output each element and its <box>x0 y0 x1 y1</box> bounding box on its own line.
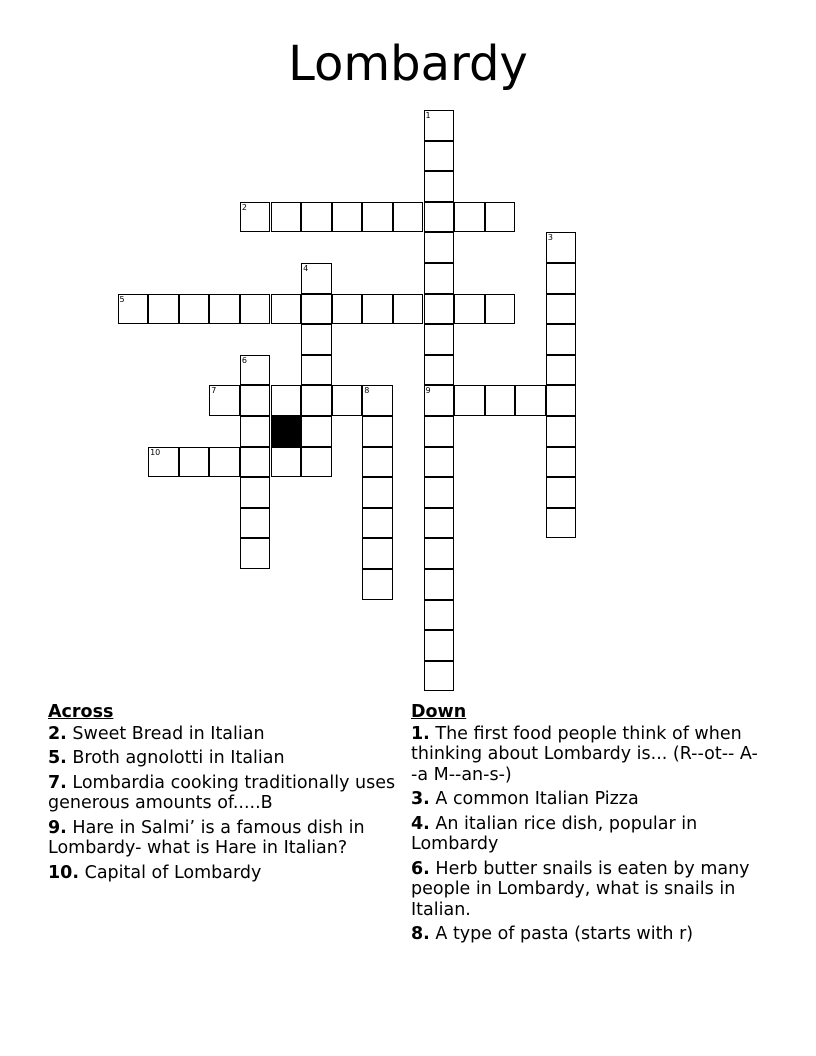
grid-cell[interactable] <box>424 232 455 263</box>
grid-cell[interactable] <box>546 324 577 355</box>
clue-text: The first food people think of when thinking about Lombardy is... (R--ot-- A--a M--an-s-) <box>411 723 758 785</box>
clue-down-1 <box>411 724 761 786</box>
grid-cell[interactable] <box>424 110 455 141</box>
clue-text: Capital of Lombardy <box>84 862 262 883</box>
grid-cell[interactable] <box>209 447 240 478</box>
grid-cell[interactable] <box>424 477 455 508</box>
grid-cell[interactable] <box>393 294 424 325</box>
clue-text: Hare in Salmi’ is a famous dish in Lombardy- what is Hare in Italian? <box>48 817 365 858</box>
grid-cell[interactable] <box>301 355 332 386</box>
grid-cell[interactable] <box>546 416 577 447</box>
clue-text: Broth agnolotti in Italian <box>72 748 285 768</box>
clue-number-label: 2 <box>241 202 247 212</box>
clue-number: 9. <box>48 817 67 838</box>
clue-number-label: 9 <box>425 386 431 396</box>
grid-cell[interactable] <box>546 385 577 416</box>
clue-number-label: 6 <box>241 355 247 365</box>
grid-cell[interactable] <box>485 385 516 416</box>
grid-cell[interactable] <box>424 569 455 600</box>
clue-number: 7. <box>48 772 67 793</box>
clue-text: A type of pasta (starts with r) <box>435 924 694 944</box>
grid-cell[interactable] <box>393 202 424 233</box>
clue-number-label: 5 <box>119 294 125 304</box>
grid-cell[interactable] <box>424 600 455 631</box>
grid-cell[interactable] <box>424 141 455 172</box>
clue-across-2 <box>48 724 403 745</box>
clue-number-label: 4 <box>303 264 309 273</box>
grid-cell[interactable] <box>454 294 485 325</box>
grid-cell[interactable] <box>332 202 363 233</box>
page-title: Lombardy <box>288 36 528 92</box>
down-heading: Down <box>411 702 467 722</box>
clue-number-label: 7 <box>211 386 217 396</box>
grid-cell[interactable] <box>301 324 332 355</box>
grid-cell[interactable] <box>485 294 516 325</box>
grid-cell[interactable] <box>301 294 332 325</box>
grid-cell[interactable] <box>546 447 577 478</box>
clue-down-4 <box>411 814 761 855</box>
grid-cell[interactable] <box>424 202 455 233</box>
grid-cell[interactable] <box>362 294 393 325</box>
grid-cell[interactable] <box>240 538 271 569</box>
grid-cell[interactable] <box>148 294 179 325</box>
grid-cell[interactable] <box>301 202 332 233</box>
clue-number-label: 1 <box>425 111 431 120</box>
grid-cell[interactable] <box>240 294 271 325</box>
grid-cell[interactable] <box>424 324 455 355</box>
grid-cell[interactable] <box>546 294 577 325</box>
grid-cell[interactable] <box>424 416 455 447</box>
clue-number: 1. <box>411 723 430 744</box>
grid-cell[interactable] <box>424 447 455 478</box>
grid-cell[interactable] <box>240 508 271 539</box>
grid-cell[interactable] <box>332 294 363 325</box>
grid-cell[interactable] <box>240 416 271 447</box>
grid-cell[interactable] <box>424 171 455 202</box>
grid-cell[interactable] <box>118 294 149 325</box>
grid-cell[interactable] <box>485 202 516 233</box>
across-heading: Across <box>48 702 114 722</box>
clue-number: 5. <box>48 748 67 768</box>
grid-cell[interactable] <box>362 477 393 508</box>
clue-number: 3. <box>411 789 430 809</box>
grid-cell[interactable] <box>424 538 455 569</box>
grid-cell[interactable] <box>148 447 179 478</box>
grid-cell[interactable] <box>546 355 577 386</box>
clue-across-9 <box>48 818 403 859</box>
grid-cell[interactable] <box>424 385 455 416</box>
grid-cell[interactable] <box>362 508 393 539</box>
grid-cell[interactable] <box>271 202 302 233</box>
grid-cell[interactable] <box>271 385 302 416</box>
grid-cell[interactable] <box>362 202 393 233</box>
clue-number: 8. <box>411 924 430 944</box>
clue-number: 4. <box>411 813 430 834</box>
clue-number: 2. <box>48 723 67 744</box>
grid-cell[interactable] <box>179 294 210 325</box>
clue-number-label: 3 <box>547 233 553 243</box>
clue-down-6 <box>411 859 761 921</box>
grid-cell[interactable] <box>240 355 271 386</box>
grid-cell[interactable] <box>424 294 455 325</box>
clue-text: Herb butter snails is eaten by many people in Lombardy, what is snails in Italian. <box>411 858 750 920</box>
across-clues <box>48 702 403 887</box>
grid-cell[interactable] <box>301 263 332 294</box>
grid-cell[interactable] <box>546 263 577 294</box>
grid-cell[interactable] <box>546 508 577 539</box>
clue-number-label: 8 <box>364 386 370 396</box>
black-cell <box>271 416 302 447</box>
clue-across-10 <box>48 863 403 884</box>
clue-across-5 <box>48 748 403 769</box>
grid-cell[interactable] <box>271 447 302 478</box>
grid-cell[interactable] <box>209 385 240 416</box>
clue-number-label: 10 <box>150 447 161 457</box>
grid-cell[interactable] <box>362 569 393 600</box>
grid-cell[interactable] <box>546 477 577 508</box>
grid-cell[interactable] <box>424 630 455 661</box>
clue-down-3 <box>411 789 761 810</box>
clue-across-7 <box>48 773 403 814</box>
grid-cell[interactable] <box>240 477 271 508</box>
clue-text: Sweet Bread in Italian <box>72 723 265 744</box>
grid-cell[interactable] <box>424 263 455 294</box>
clue-text: An italian rice dish, popular in Lombardy <box>411 813 698 854</box>
grid-cell[interactable] <box>240 202 271 233</box>
clue-down-8 <box>411 924 761 945</box>
grid-cell[interactable] <box>301 416 332 447</box>
grid-cell[interactable] <box>515 385 546 416</box>
grid-cell[interactable] <box>362 416 393 447</box>
clue-text: A common Italian Pizza <box>435 789 639 809</box>
grid-cell[interactable] <box>362 385 393 416</box>
grid-cell[interactable] <box>209 294 240 325</box>
grid-cell[interactable] <box>362 447 393 478</box>
grid-cell[interactable] <box>424 508 455 539</box>
grid-cell[interactable] <box>240 385 271 416</box>
grid-cell[interactable] <box>362 538 393 569</box>
grid-cell[interactable] <box>454 385 485 416</box>
grid-cell[interactable] <box>332 385 363 416</box>
clue-text: Lombardia cooking traditionally uses generous amounts of.....B <box>48 772 396 813</box>
grid-cell[interactable] <box>424 355 455 386</box>
clue-number: 10. <box>48 862 80 883</box>
grid-cell[interactable] <box>240 447 271 478</box>
grid-cell[interactable] <box>454 202 485 233</box>
down-clues <box>411 702 761 949</box>
grid-cell[interactable] <box>301 385 332 416</box>
grid-cell[interactable] <box>301 447 332 478</box>
clue-number: 6. <box>411 858 430 879</box>
grid-cell[interactable] <box>271 294 302 325</box>
grid-cell[interactable] <box>546 232 577 263</box>
grid-cell[interactable] <box>424 661 455 692</box>
grid-cell[interactable] <box>179 447 210 478</box>
